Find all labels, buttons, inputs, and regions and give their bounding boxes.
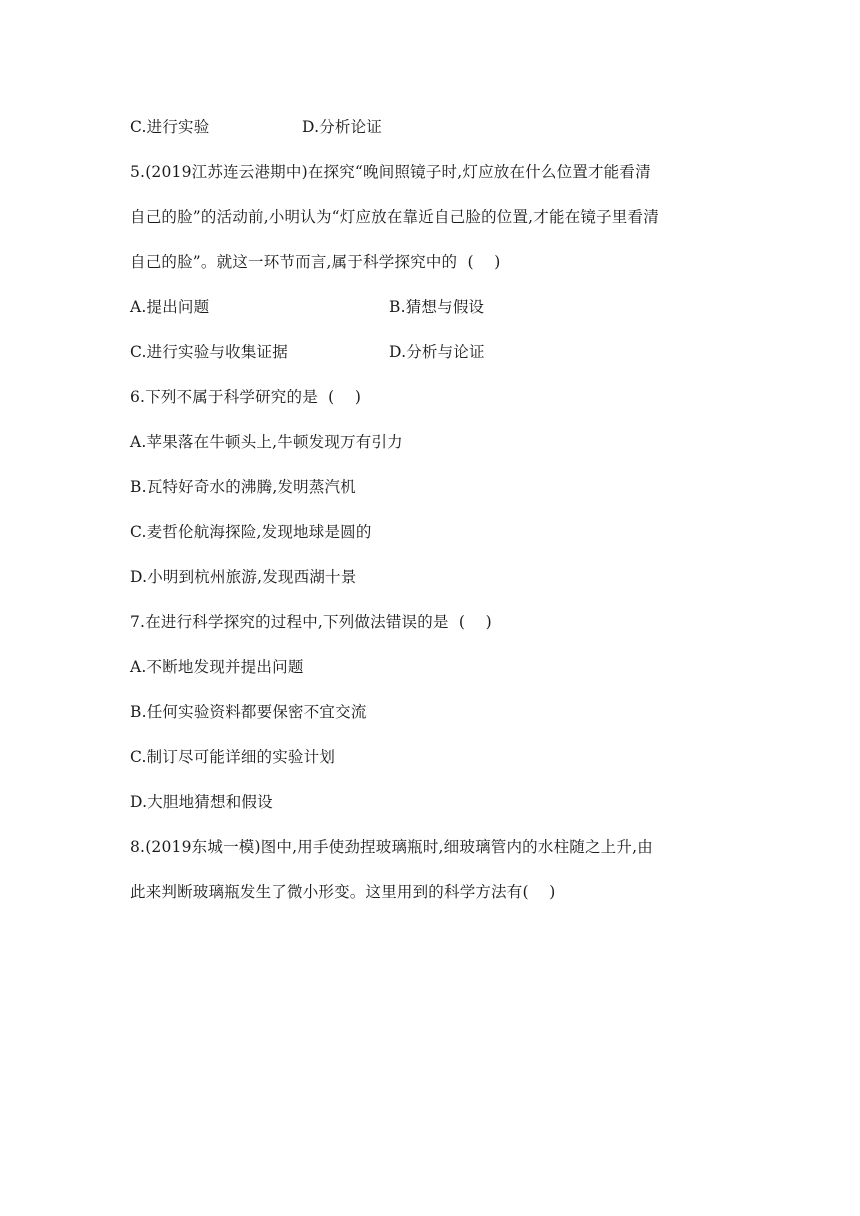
q6-option-c: C.麦哲伦航海探险,发现地球是圆的 xyxy=(130,523,372,541)
q5-option-d: D.分析与论证 xyxy=(389,343,485,361)
q7-option-c: C.制订尽可能详细的实验计划 xyxy=(130,748,336,766)
q7-option-d: D.大胆地猜想和假设 xyxy=(130,793,273,811)
q7-option-b: B.任何实验资料都要保密不宜交流 xyxy=(130,703,367,721)
q4-option-c: C.进行实验 xyxy=(130,118,210,136)
q5-option-a: A.提出问题 xyxy=(130,298,210,316)
q6-stem: 6.下列不属于科学研究的是 ( ) xyxy=(130,388,362,406)
q5-option-b: B.猜想与假设 xyxy=(389,298,485,316)
q5-stem-line1: 5.(2019江苏连云港期中)在探究“晚间照镜子时,灯应放在什么位置才能看清 xyxy=(130,163,651,181)
q5-option-c: C.进行实验与收集证据 xyxy=(130,343,288,361)
q7-option-a: A.不断地发现并提出问题 xyxy=(130,658,304,676)
q6-option-a: A.苹果落在牛顿头上,牛顿发现万有引力 xyxy=(130,433,403,451)
q7-stem: 7.在进行科学探究的过程中,下列做法错误的是 ( ) xyxy=(130,613,492,631)
q8-stem-line1: 8.(2019东城一模)图中,用手使劲捏玻璃瓶时,细玻璃管内的水柱随之上升,由 xyxy=(130,838,653,856)
q5-stem-line2: 自己的脸”的活动前,小明认为“灯应放在靠近自己脸的位置,才能在镜子里看清 xyxy=(130,208,659,226)
q8-stem-line2: 此来判断玻璃瓶发生了微小形变。这里用到的科学方法有( ) xyxy=(130,883,556,901)
q5-stem-line3: 自己的脸”。就这一环节而言,属于科学探究中的 ( ) xyxy=(130,253,501,271)
q6-option-b: B.瓦特好奇水的沸腾,发明蒸汽机 xyxy=(130,478,356,496)
q6-option-d: D.小明到杭州旅游,发现西湖十景 xyxy=(130,568,357,586)
q4-option-d: D.分析论证 xyxy=(302,118,383,136)
